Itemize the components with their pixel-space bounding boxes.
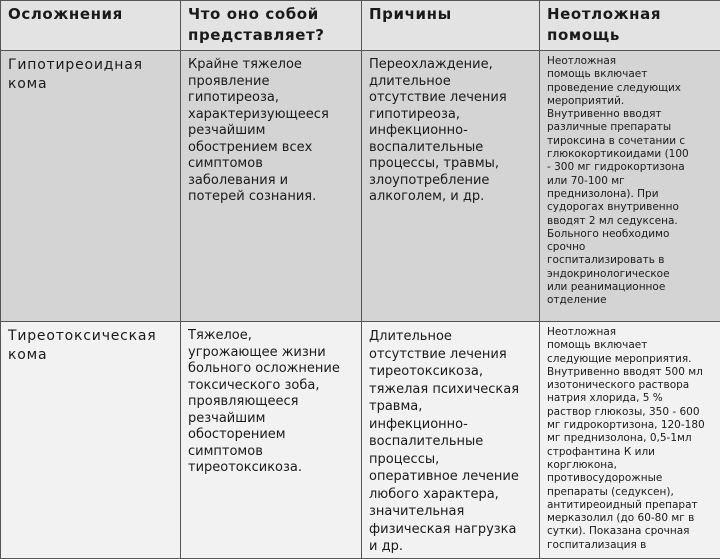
cell-emergency: Неотложная помощь включает проведение следующих мероприятий. Внутривенно вводят различные препараты тироксина в сочетании с глюкокортикоидами (100 - 300 мг гидрокортизона или 70-100 мг преднизолона). При судорогах внутривенно вводят 2 мл седуксена. Больного необходимо срочно госпитализировать в эндокринологическое или реанимационное отделение xyxy=(540,51,720,322)
cell-description: Тяжелое, угрожающее жизни больного осложнение токсического зоба, проявляющееся резчайшим обосторением симптомов тиреотоксикоза. xyxy=(181,322,362,559)
table-row-thyrotoxic-coma xyxy=(1,322,720,559)
cell-description: Крайне тяжелое проявление гипотиреоза, характеризующееся резчайшим обострением всех симптомов заболевания и потерей сознания. xyxy=(181,51,362,322)
cell-causes: Длительное отсутствие лечения тиреотоксикоза, тяжелая психическая травма, инфекционно- воспалительные процессы, оперативное лечение любого характера, значительная физическая нагрузка и др. xyxy=(362,322,540,559)
cell-emergency: Неотложная помощь включает следующие мероприятия. Внутривенно вводят 500 мл изотонического раствора натрия хлорида, 5 % раствор глюкозы, 350 - 600 мг гидрокортизона, 120-180 мг преднизолона, 0,5-1мл строфантина К или корглюкона, противосудорожные препараты (седуксен), антитиреоидный препарат мерказолил (до 60-80 мг в сутки). Показана срочная госпитализация в xyxy=(540,322,720,559)
header-description: Что оно собой представляет? xyxy=(181,1,362,51)
cell-causes: Переохлаждение, длительное отсутствие лечения гипотиреоза, инфекционно- воспалительные процессы, травмы, злоупотребление алкоголем, и др. xyxy=(362,51,540,322)
header-causes: Причины xyxy=(362,1,540,51)
header-complications: Осложнения xyxy=(1,1,181,51)
table-row-hypothyroid-coma xyxy=(1,51,720,322)
cell-complication: Тиреотоксическая кома xyxy=(1,322,181,559)
cell-complication: Гипотиреоидная кома xyxy=(1,51,181,322)
header-emergency: Неотложная помощь xyxy=(540,1,720,51)
table-header-row xyxy=(1,1,720,51)
